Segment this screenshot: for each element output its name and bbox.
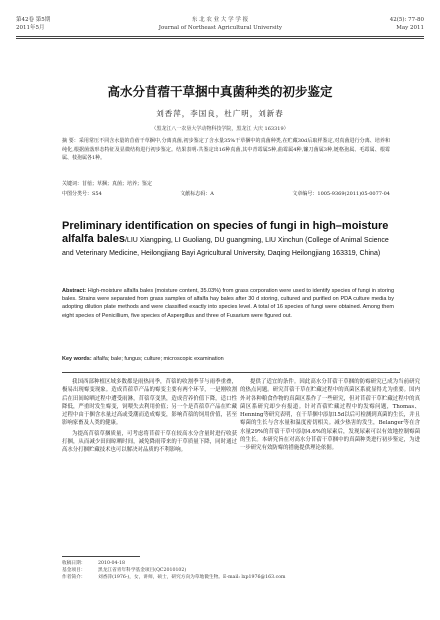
abstract-zh: 摘 要：采用常压不同含水量的苜蓿干草捆中,分离真菌,初步鉴定了含水量35%干草捆中的真菌种类,在贮藏30d后取样鉴定,对真菌进行分离、培养和纯化,根据菌落形态特征及显微结构进行初步鉴定。结果表明:共鉴定出16种真菌,其中青霉属5种,曲霉属4种,镰刀菌属3种,链格孢属、毛霉属、根霉属、枝孢属各1种。: [62, 138, 390, 161]
paper-title-zh: 高水分苜蓿干草捆中真菌种类的初步鉴定: [107, 84, 333, 99]
footnote: [62, 560, 400, 581]
authors-zh: 刘香萍，李国良，杜广明，刘新春: [156, 109, 284, 118]
abstract-label: Abstract:: [62, 288, 87, 294]
received-date: 2010-04-18: [98, 561, 126, 566]
paragraph: 提供了适宜的条件。因此高水分苜蓿干草捆的防霉研究已成为当前研究的热点问题。研究苜蓿干草在贮藏过程中的真菌区系就显得尤为重要。国内外对各种粮食作物的真菌区系作了一些研究，但对苜蓿干草贮藏过程中的真菌区系研究却少有报道。针对苜蓿贮藏过程中的发霉问题，Thomas、Henning等研究表明，在干草捆中添加15d以后可检测到真菌的生长，并且霉菌的生长与含水量和温度密切相关。减少热害的发生，Belanger等在含水量29%的苜蓿干草中添加4.6%的尿素后，发现尿素可以有效地控制霉菌的生长。本研究旨在对高水分苜蓿干草捆中的真菌种类进行初步鉴定，为进一步研究有效防霉的措施提供理论依据。: [240, 379, 420, 452]
clc-number: 中图分类号：S54: [62, 191, 102, 197]
fund-label: 基金项目：: [62, 568, 86, 573]
publish-date-en: May 2011: [396, 25, 424, 31]
paper-title-en-block: [62, 220, 400, 259]
affiliation-zh: （黑龙江八一农垦大学动物科技学院，黑龙江 大庆 163319）: [151, 126, 289, 132]
keywords-text: alfalfa; bale; fungus; culture; microscopic examination: [93, 356, 224, 362]
journal-header: [16, 16, 424, 32]
body-column-left: [62, 378, 237, 457]
keywords-label: Key words:: [62, 356, 92, 362]
publish-date: 2011年5月: [16, 25, 45, 31]
abstract-text: High-moisture alfalfa bales (moisture content, 35.03%) from grass corporation were used to identify species of fungi in storing bales. Strains were separated from grass samples of alfalfa hay bales after 30 d storing, cultured and purified on PDA culture media by adopting dilution plate methods and were classified exactly into species level. A total of 16 species of fungi were obtained. Among them eight species of Penicillium, five species of Aspergillus and three of Fusarium were figured out.: [62, 288, 395, 319]
volume-issue: 第42卷 第5期: [16, 17, 51, 23]
author-bio: 刘香萍(1976-)，女，讲师，硕士，研究方向为草地微生物。E-mail: lxp1976@163.com: [98, 575, 286, 580]
header-rule-thin: [16, 38, 424, 39]
article-id: 文章编号：1005-9369(2011)05-0077-04: [292, 191, 390, 197]
fund-info: 黑龙江省青年科学基金项目(QC2010102): [98, 568, 187, 573]
author-label: 作者简介：: [62, 575, 86, 580]
keywords-en: [62, 356, 394, 362]
body-column-right: [240, 378, 420, 455]
abstract-divider: [62, 372, 400, 373]
received-label: 收稿日期：: [62, 561, 86, 566]
header-rule: [16, 36, 424, 37]
paragraph: 为提高苜蓿草捆质量，可考虑将苜蓿干草在较高水分含量时进行收获打捆，从而减少田间晾晒时间，减免降雨带来的干草质量下降，同时通过高水分打捆贮藏技术也可以解决对品质的不利影响。: [62, 430, 237, 454]
page-range: 42(5): 77-80: [389, 17, 424, 23]
paper-title-en: Preliminary identification on species of fungi in high–moisture alfalfa bales: [62, 220, 389, 245]
keywords-zh: 关键词：苜蓿；草捆；真菌；培养；鉴定: [62, 181, 153, 187]
journal-name-en: Journal of Northeast Agricultural University: [158, 25, 282, 31]
abstract-en: [62, 287, 394, 320]
journal-name-zh: 东 北 农 业 大 学 学 报: [191, 17, 249, 23]
footnote-rule: [62, 556, 140, 557]
document-code: 文献标志码：A: [180, 191, 214, 197]
paragraph: 我国西部种植区域多数都是雨热同季，苜蓿的收割季节与雨季重叠，极易出现霉变现象。造成苜蓿草产品的霉变主要有两个环节，一是刚收割后在田间晾晒过程中遭受雨淋，苜蓿草变黑，造成营养价值下降，适口性降低，严重时发生霉变，饲喂失去利用价值；另一个是苜蓿草产品在贮藏过程中由于捆含水量过高或受潮而造成霉变，影响苜蓿的饲用价值，甚至影响家畜及人类的健康。: [62, 379, 237, 427]
classification-line: [62, 190, 390, 197]
authors-en: /LIU Xiangping, LI Guoliang, DU guangming, LIU Xinchun (College of Animal Science and Veterinary Medicine, Heilongjiang Bayi Agricultural University, Daqing Heilongjiang 163319, China): [62, 237, 389, 257]
